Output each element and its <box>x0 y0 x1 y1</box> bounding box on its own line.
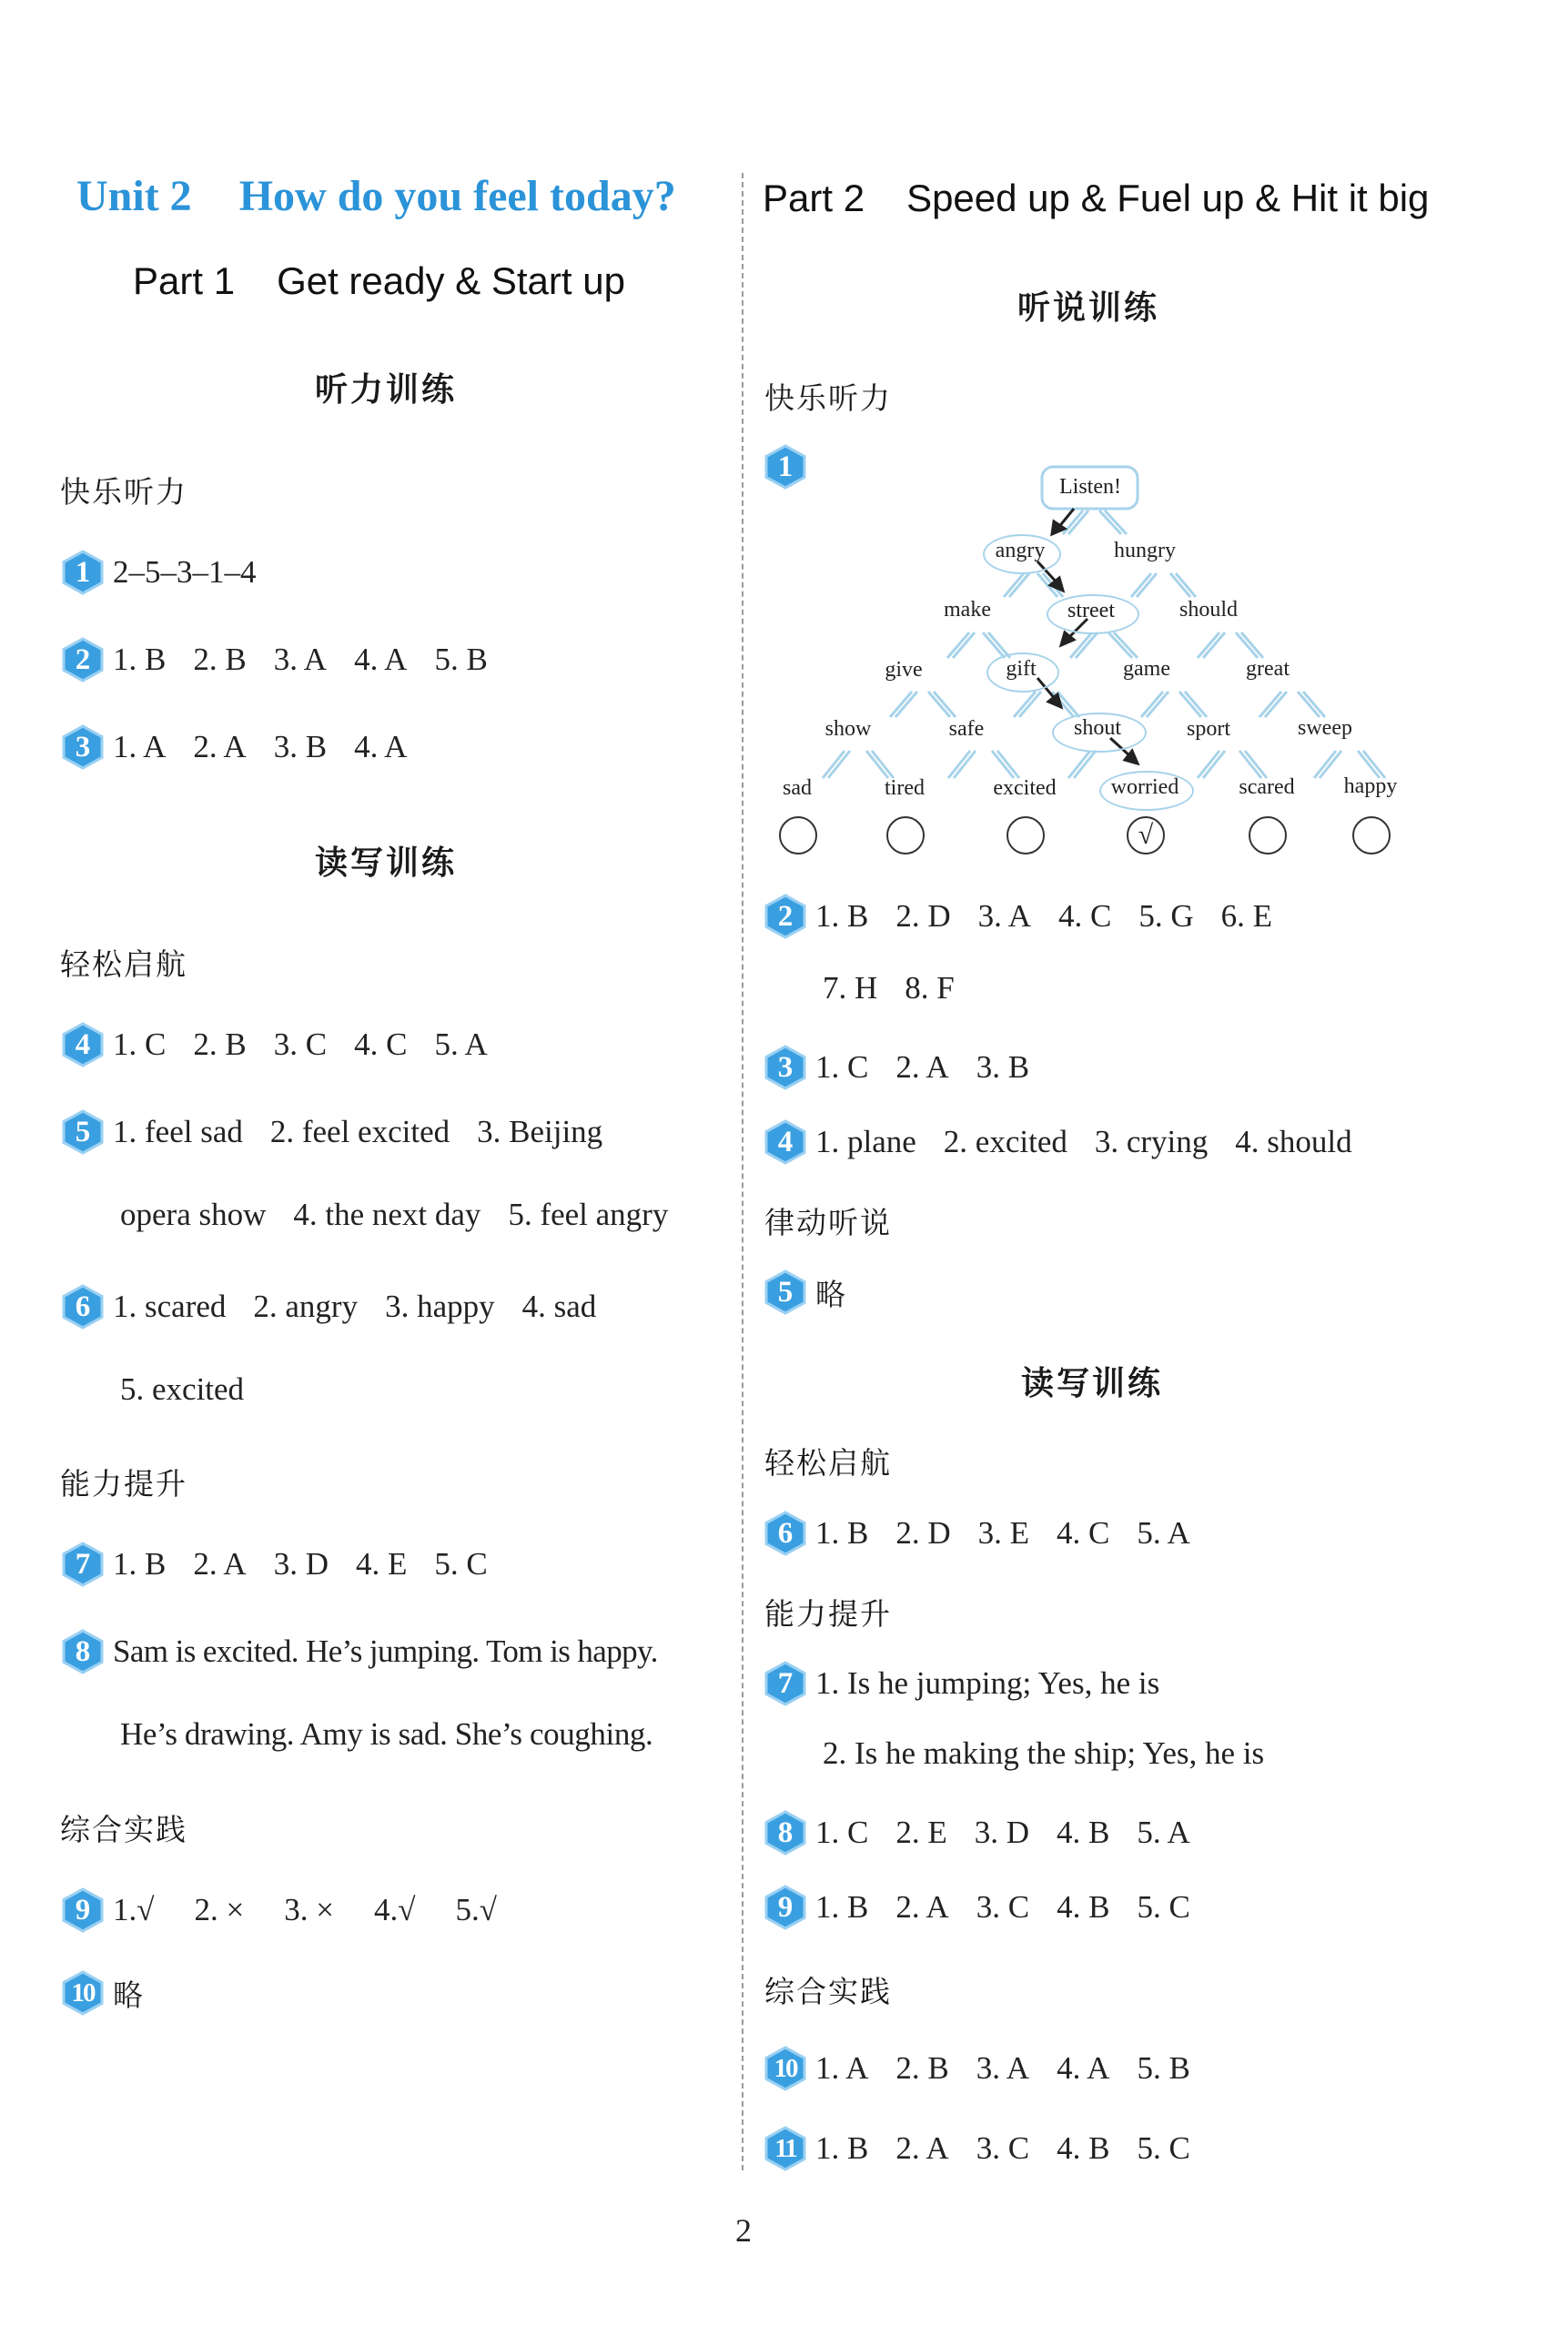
answer-row-7 <box>60 1542 488 1587</box>
maze-word: worried <box>1110 775 1179 799</box>
answer-row-6 <box>763 1511 1190 1556</box>
question-badge-6: 6 <box>60 1284 106 1330</box>
question-badge-9: 9 <box>763 1885 808 1930</box>
answer-row-3 <box>60 724 407 770</box>
maze-word: happy <box>1343 774 1398 798</box>
question-badge-7: 7 <box>763 1661 808 1706</box>
answer-item: 2. × <box>194 1892 245 1927</box>
maze-lines <box>764 450 1420 869</box>
answer-row-2-cont <box>823 970 955 1006</box>
maze-word: sport <box>1187 717 1230 741</box>
maze-word: make <box>944 598 991 622</box>
answer-item: 2. A <box>895 1049 949 1085</box>
question-badge-6: 6 <box>763 1511 808 1556</box>
answer-item: 4. should <box>1235 1124 1352 1159</box>
answer-item: 5.√ <box>455 1892 497 1927</box>
maze-word: scared <box>1239 775 1295 799</box>
answer-item: 1. feel sad <box>113 1114 243 1149</box>
answer-item: 4. B <box>1057 1815 1110 1850</box>
answer-row-8 <box>60 1629 658 1674</box>
question-badge-5: 5 <box>60 1109 106 1155</box>
answer-item: 3. C <box>976 1889 1030 1925</box>
subheading-happy-listening: 快乐听力 <box>764 380 892 416</box>
answer-row-2 <box>60 637 488 683</box>
answer-item: 5. C <box>434 1546 488 1582</box>
answer-item: 4.√ <box>373 1892 416 1927</box>
question-badge-2: 2 <box>60 637 106 683</box>
answer-item: 4. the next day <box>293 1197 481 1232</box>
answer-item: opera show <box>120 1197 267 1232</box>
answer-item: 6. E <box>1220 898 1273 934</box>
answer-row-7 <box>763 1661 1159 1706</box>
question-badge-10: 10 <box>60 1970 106 2016</box>
subheading-easy-start: 轻松启航 <box>60 946 187 982</box>
answer-row-10 <box>60 1970 143 2016</box>
part2-title <box>763 177 1429 220</box>
answer-item: 1. plane <box>815 1124 916 1159</box>
maze-word: shout <box>1073 716 1122 740</box>
part-label: Part 1 <box>133 259 236 302</box>
part-title-text: Speed up & Fuel up & Hit it big <box>906 177 1430 219</box>
answer-item: 4. B <box>1057 2130 1110 2166</box>
maze-word: hungry <box>1114 539 1176 562</box>
answer-item: 2. D <box>895 1515 951 1551</box>
answer-item: 2. E <box>895 1815 947 1850</box>
answer-text: 略 <box>815 1276 845 1312</box>
answer-item: 2. A <box>193 729 247 764</box>
question-badge-4: 4 <box>763 1119 808 1165</box>
answer-row-9 <box>60 1887 497 1933</box>
answer-item: 3. A <box>977 898 1031 934</box>
answer-row-6 <box>60 1284 596 1330</box>
answer-item: 1. B <box>815 1889 869 1925</box>
subheading-practice: 综合实践 <box>60 1812 187 1847</box>
unit-title-text: How do you feel today? <box>238 172 676 220</box>
answer-item: 4. C <box>354 1026 408 1062</box>
answer-item: 5. B <box>1137 2050 1190 2086</box>
answer-row-2 <box>763 894 1272 939</box>
question-badge-5: 5 <box>763 1269 808 1315</box>
subheading-easy-start: 轻松启航 <box>764 1445 892 1481</box>
answer-row-8 <box>763 1810 1190 1856</box>
answer-item: 3. D <box>273 1546 329 1582</box>
question-badge-9: 9 <box>60 1887 106 1933</box>
answer-item: 1. C <box>815 1815 869 1850</box>
maze-word: gift <box>1006 657 1037 681</box>
answer-item: 1. A <box>815 2050 869 2086</box>
page-number: 2 <box>735 2212 752 2249</box>
question-badge-4: 4 <box>60 1022 106 1067</box>
answer-row-10 <box>763 2046 1190 2091</box>
answer-row-6-cont <box>120 1371 244 1408</box>
answer-item: 1. B <box>113 1546 167 1582</box>
answer-item: 5. A <box>434 1026 488 1062</box>
maze-word: safe <box>948 717 985 741</box>
section-heading-listening: 听力训练 <box>315 371 458 409</box>
answer-item: 2. feel excited <box>269 1114 450 1149</box>
word-maze-diagram <box>764 450 1420 869</box>
part-title-text: Get ready & Start up <box>277 259 625 302</box>
answer-item: 2. excited <box>943 1124 1067 1159</box>
answer-item: 4. A <box>1057 2050 1110 2086</box>
answer-item: 4. A <box>354 642 408 677</box>
answer-item: 1. C <box>113 1026 167 1062</box>
answer-item: 3. C <box>976 2130 1030 2166</box>
answer-item: 3. Beijing <box>477 1114 603 1149</box>
answer-item: 5. A <box>1137 1815 1190 1850</box>
answer-sentence: He’s drawing. Amy is sad. She’s coughing. <box>120 1716 653 1752</box>
answer-item: 2. B <box>193 1026 247 1062</box>
section-heading-reading: 读写训练 <box>1021 1365 1164 1402</box>
subheading-ability: 能力提升 <box>60 1466 187 1502</box>
answer-text: 2–5–3–1–4 <box>113 554 257 590</box>
answer-item: 1. B <box>815 1515 869 1551</box>
answer-item: 4. A <box>354 729 408 764</box>
answer-row-4 <box>60 1022 488 1067</box>
answer-item: 4. C <box>1058 898 1112 934</box>
answer-row-11 <box>763 2126 1190 2171</box>
answer-item: 2. B <box>895 2050 949 2086</box>
answer-item: 5. B <box>434 642 488 677</box>
answer-row-7-cont <box>823 1735 1264 1772</box>
answer-item: 1. A <box>113 729 167 764</box>
answer-item: 1. scared <box>113 1289 227 1324</box>
answer-item: 3. B <box>273 729 328 764</box>
answer-row-5-cont <box>120 1197 668 1233</box>
answer-item: 3. E <box>977 1515 1030 1551</box>
answer-item: 5. C <box>1137 2130 1190 2166</box>
question-badge-2: 2 <box>763 894 808 939</box>
answer-sentence: 1. Is he jumping; Yes, he is <box>815 1665 1160 1701</box>
maze-word: give <box>885 658 923 682</box>
maze-word: sad <box>783 776 812 800</box>
answer-item: 1. B <box>815 2130 869 2166</box>
answer-item: 1.√ <box>113 1892 155 1927</box>
column-divider <box>742 173 744 2170</box>
part1-title <box>133 259 625 303</box>
answer-item: 3. happy <box>385 1289 495 1324</box>
question-badge-3: 3 <box>60 724 106 770</box>
part-label: Part 2 <box>763 177 865 219</box>
question-badge-3: 3 <box>763 1045 808 1090</box>
answer-item: 5. feel angry <box>508 1197 669 1232</box>
answer-row-1 <box>60 550 257 595</box>
answer-item: 2. B <box>193 642 247 677</box>
answer-item: 5. A <box>1137 1515 1190 1551</box>
maze-word: should <box>1179 598 1239 622</box>
maze-word: tired <box>885 776 925 800</box>
section-heading-listening-speaking: 听说训练 <box>1017 289 1160 327</box>
question-badge-10: 10 <box>763 2046 808 2091</box>
maze-word-listen: Listen! <box>1059 475 1121 499</box>
answer-item: 3. D <box>974 1815 1030 1850</box>
answer-row-5 <box>60 1109 602 1155</box>
maze-word: excited <box>993 776 1057 800</box>
subheading-rhythm: 律动听说 <box>764 1205 892 1240</box>
answer-sentence: Sam is excited. He’s jumping. Tom is happy. <box>113 1633 658 1669</box>
answer-item: 2. D <box>895 898 951 934</box>
answer-circle-checked: √ <box>1127 816 1165 855</box>
answer-circle <box>1249 816 1287 855</box>
maze-word: street <box>1067 599 1115 622</box>
answer-item: 4. B <box>1057 1889 1110 1925</box>
answer-row-9 <box>763 1885 1190 1930</box>
maze-word: great <box>1246 657 1290 681</box>
answer-row-4 <box>763 1119 1352 1165</box>
subheading-happy-listening: 快乐听力 <box>60 474 187 510</box>
answer-item: 3. C <box>273 1026 328 1062</box>
answer-item: 3. A <box>273 642 328 677</box>
section-heading-reading: 读写训练 <box>315 844 458 882</box>
answer-item: 8. F <box>905 970 955 1006</box>
question-badge-1: 1 <box>60 550 106 595</box>
answer-item: 3. A <box>976 2050 1030 2086</box>
maze-word: sweep <box>1298 716 1352 740</box>
unit-title <box>76 171 676 221</box>
maze-word: show <box>824 717 872 741</box>
answer-item: 3. crying <box>1094 1124 1209 1159</box>
answer-item: 4. E <box>356 1546 408 1582</box>
maze-word: game <box>1123 657 1170 681</box>
subheading-practice: 综合实践 <box>764 1974 892 2009</box>
answer-item: 1. B <box>113 642 167 677</box>
answer-item: 2. A <box>895 2130 949 2166</box>
answer-circle <box>1352 816 1391 855</box>
answer-item: 3. × <box>284 1892 334 1927</box>
answer-item: 1. B <box>815 898 869 934</box>
answer-item: 2. A <box>193 1546 247 1582</box>
answer-circle <box>779 816 817 855</box>
maze-word: angry <box>995 539 1046 562</box>
answer-item: 4. sad <box>521 1289 597 1324</box>
question-badge-8: 8 <box>60 1629 106 1674</box>
answer-item: 2. angry <box>253 1289 359 1324</box>
question-badge-7: 7 <box>60 1542 106 1587</box>
unit-label: Unit 2 <box>76 172 192 220</box>
question-badge-11: 11 <box>763 2126 808 2171</box>
answer-row-3 <box>763 1045 1029 1090</box>
answer-item: 2. A <box>895 1889 949 1925</box>
answer-item: 4. C <box>1057 1515 1110 1551</box>
question-badge-8: 8 <box>763 1810 808 1856</box>
answer-row-5 <box>763 1269 845 1315</box>
answer-circle <box>886 816 925 855</box>
answer-item: 5. G <box>1138 898 1194 934</box>
answer-row-8-cont <box>120 1716 652 1753</box>
answer-text: 略 <box>113 1977 143 2013</box>
answer-item: 5. C <box>1137 1889 1190 1925</box>
answer-item: 3. B <box>976 1049 1030 1085</box>
answer-item: 7. H <box>823 970 878 1006</box>
question-badge-1: 1 <box>763 444 808 490</box>
answer-circle <box>1007 816 1045 855</box>
answer-item: 5. excited <box>120 1371 245 1407</box>
answer-item: 1. C <box>815 1049 869 1085</box>
subheading-ability: 能力提升 <box>764 1596 892 1632</box>
answer-sentence: 2. Is he making the ship; Yes, he is <box>823 1735 1265 1771</box>
